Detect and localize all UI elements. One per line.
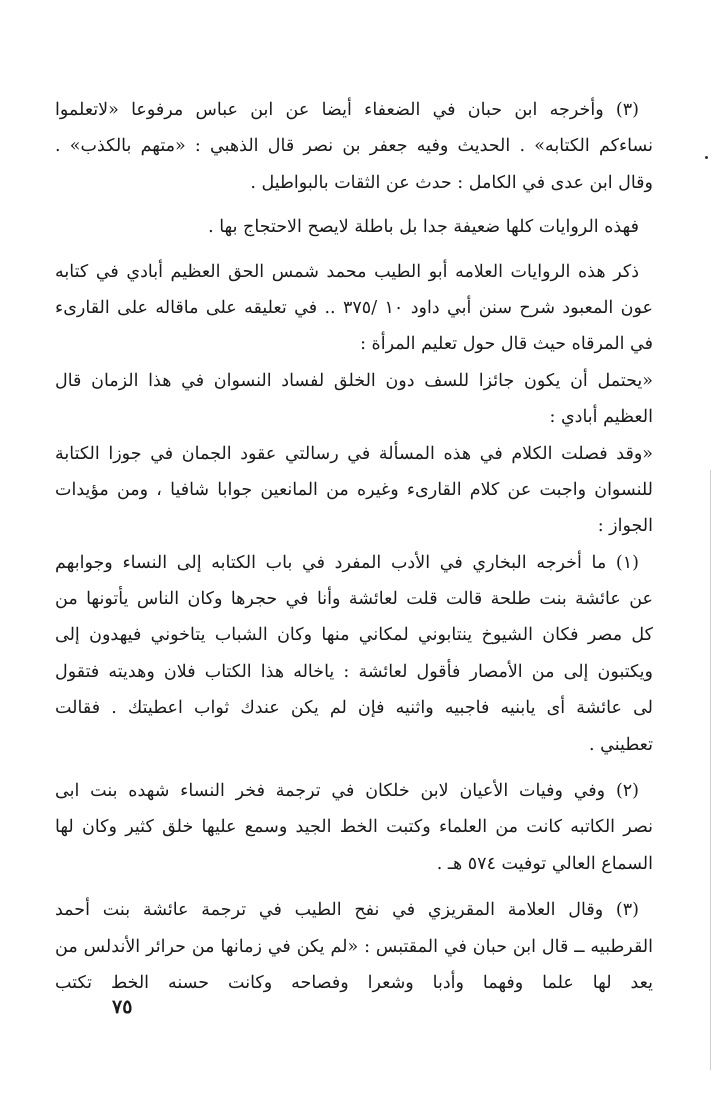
text-line: (١) ما أخرجه البخاري في الأدب المفرد في باب الكتابه إلى النساء وجوابهم — [55, 552, 639, 573]
text-line: نساءكم الكتابه» . الحديث وفيه جعفر بن نصر قال الذهبي : «متهم بالكذب» . — [55, 136, 653, 157]
text-line: «وقد فصلت الكلام في هذه المسألة في رسالتي عقود الجمان في جوزا الكتابة — [55, 443, 653, 464]
text-line: (٣) وقال العلامة المقريزي في نفح الطيب في ترجمة عائشة بنت أحمد — [55, 900, 639, 921]
text-line: نصر الكاتبه كانت من العلماء وكتبت الخط الجيد وسمع عليها خلق كثير وكان لها — [55, 817, 653, 838]
text-line: في المرقاه حيث قال حول تعليم المرأة : — [360, 334, 653, 355]
page-edge-shadow — [710, 470, 711, 1070]
page-number: ٧٥ — [112, 996, 133, 1018]
text-line: وقال ابن عدى في الكامل : حدث عن الثقات بالبواطيل . — [250, 172, 653, 193]
text-line: ذكر هذه الروايات العلامه أبو الطيب محمد شمس الحق العظيم أبادي في كتابه — [55, 261, 639, 282]
paragraph-awn-al-mabud — [55, 254, 653, 545]
text-line: عون المعبود شرح سنن أبي داود ١٠ /٣٧٥ .. في تعليقه على ماقاله على القارىء — [55, 297, 653, 318]
text-line: الجواز : — [597, 516, 653, 537]
text-line: يعد لها علما وفهما وأدبا وشعرا وفصاحه وكانت حسنه الخط تكتب — [55, 972, 653, 993]
paragraph-conclusion — [55, 209, 653, 245]
text-line: لى عائشة أى يابنيه فاجبيه واثنيه فإن لم يكن عندك ثواب اعطيتك . فقالت — [55, 698, 653, 719]
paragraph-maqrizi — [55, 892, 653, 1001]
body-text — [55, 92, 653, 1001]
text-line: فهذه الروايات كلها ضعيفة جدا بل باطلة لايصح الاحتجاج بها . — [208, 217, 639, 238]
margin-dot — [705, 156, 708, 159]
paragraph-ibn-khallikan — [55, 773, 653, 882]
text-line: ويكتبون إلى من الأمصار فأقول لعائشة : ياخاله هذا الكتاب فلان وهديته فتقول — [55, 661, 653, 682]
text-line: القرطبيه ــ قال ابن حبان في المقتبس : «لم يكن في زمانها من حرائر الأندلس من — [55, 936, 653, 957]
text-line: (٢) وفي وفيات الأعيان لابن خلكان في ترجمة فخر النساء شهده بنت ابى — [55, 781, 639, 802]
paragraph-bukhari — [55, 545, 653, 763]
text-line: تعطيني . — [589, 734, 653, 755]
text-line: للنسوان واجبت عن كلام القارىء وغيره من المانعين جوابا شافيا ، ومن مؤيدات — [55, 479, 653, 500]
text-line: عن عائشة بنت طلحة قالت قلت لعائشة وأنا في حجرها وكان الناس يأتونها من — [55, 589, 653, 610]
paragraph-ibn-hibban — [55, 92, 653, 201]
text-line: «يحتمل أن يكون جائزا للسف دون الخلق لفساد النسوان في هذا الزمان قال — [55, 370, 653, 391]
text-line: العظيم أبادي : — [549, 407, 653, 428]
text-line: (٣) وأخرجه ابن حبان في الضعفاء أيضا عن ابن عباس مرفوعا «لاتعلموا — [55, 100, 639, 120]
text-line: كل مصر فكان الشيوخ ينتابوني لمكاني منها وكان الشباب يتاخوني فيهدون إلى — [55, 625, 653, 646]
text-line: السماع العالي توفيت ٥٧٤ هـ . — [436, 853, 653, 874]
